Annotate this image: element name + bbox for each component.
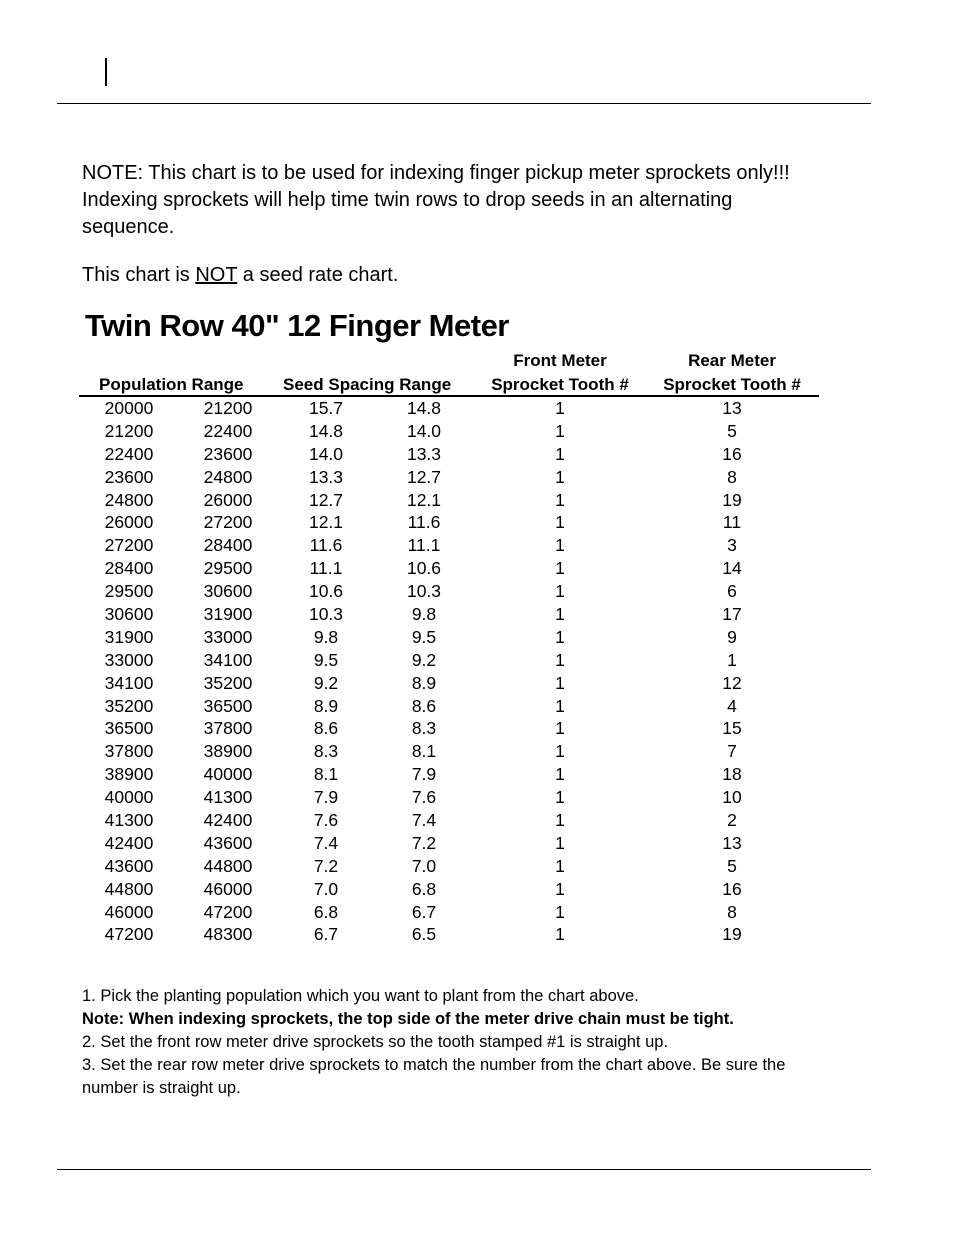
table-row	[0, 534, 954, 557]
header-rear-meter: Rear Meter	[688, 351, 776, 370]
cell-population-high: 38900	[203, 741, 253, 762]
cell-rear-tooth: 16	[722, 878, 742, 899]
chart-title: Twin Row 40" 12 Finger Meter	[85, 308, 509, 343]
cell-population-high: 34100	[203, 649, 253, 670]
cell-population-high: 40000	[203, 764, 253, 785]
cell-rear-tooth: 10	[722, 787, 742, 808]
cell-front-tooth: 1	[555, 741, 565, 762]
cell-rear-tooth: 14	[722, 558, 742, 579]
cell-population-high: 24800	[203, 466, 253, 487]
table-row	[0, 763, 954, 786]
cell-population-low: 44800	[104, 878, 154, 899]
cell-population-high: 44800	[203, 855, 253, 876]
table-row	[0, 557, 954, 580]
cell-spacing-high: 6.7	[313, 924, 339, 945]
header-rear-sprocket-tooth: Sprocket Tooth #	[663, 375, 801, 394]
cell-rear-tooth: 8	[727, 466, 737, 487]
cell-front-tooth: 1	[555, 420, 565, 441]
cell-spacing-high: 8.3	[313, 741, 339, 762]
cell-front-tooth: 1	[555, 604, 565, 625]
cell-spacing-high: 7.4	[313, 832, 339, 853]
cell-population-low: 43600	[104, 855, 154, 876]
cell-spacing-low: 7.0	[411, 855, 437, 876]
cell-spacing-high: 14.0	[308, 443, 344, 464]
cell-population-high: 22400	[203, 420, 253, 441]
cell-front-tooth: 1	[555, 901, 565, 922]
cell-front-tooth: 1	[555, 466, 565, 487]
header-population-range: Population Range	[99, 375, 244, 394]
table-row	[0, 786, 954, 809]
cell-spacing-high: 13.3	[308, 466, 344, 487]
instruction-step-3: 3. Set the rear row meter drive sprockets to match the number from the chart above. Be sure the number is straight up.	[82, 1056, 786, 1097]
cell-spacing-low: 7.9	[411, 764, 437, 785]
cell-population-low: 34100	[104, 672, 154, 693]
table-row	[0, 809, 954, 832]
cell-front-tooth: 1	[555, 581, 565, 602]
cell-spacing-high: 9.2	[313, 672, 339, 693]
cell-spacing-low: 14.8	[406, 398, 442, 418]
table-row	[0, 901, 954, 924]
cell-spacing-low: 8.3	[411, 718, 437, 739]
cell-spacing-low: 11.6	[407, 512, 441, 533]
cell-rear-tooth: 11	[722, 512, 742, 533]
cell-rear-tooth: 4	[727, 695, 737, 716]
cell-rear-tooth: 5	[727, 855, 737, 876]
cell-rear-tooth: 12	[722, 672, 742, 693]
cell-spacing-low: 11.1	[407, 535, 441, 556]
cell-rear-tooth: 19	[722, 924, 742, 945]
cell-population-low: 42400	[104, 832, 154, 853]
cell-population-low: 24800	[104, 489, 154, 510]
cell-population-low: 28400	[104, 558, 154, 579]
cell-population-low: 35200	[104, 695, 154, 716]
cell-front-tooth: 1	[555, 718, 565, 739]
header-front-sprocket-tooth: Sprocket Tooth #	[491, 375, 629, 394]
cell-spacing-high: 8.1	[313, 764, 339, 785]
cell-front-tooth: 1	[555, 764, 565, 785]
disclaimer-emphasis: NOT	[195, 264, 238, 286]
cell-population-low: 38900	[104, 764, 154, 785]
cell-spacing-low: 9.2	[411, 649, 437, 670]
cell-population-low: 41300	[104, 810, 154, 831]
table-row	[0, 397, 954, 420]
cell-spacing-low: 7.2	[411, 832, 437, 853]
instruction-step-2: 2. Set the front row meter drive sprockets so the tooth stamped #1 is straight up.	[82, 1033, 669, 1051]
cell-rear-tooth: 1	[727, 649, 737, 670]
table-row	[0, 580, 954, 603]
cell-spacing-low: 6.7	[411, 901, 437, 922]
cell-population-high: 41300	[203, 787, 253, 808]
cell-rear-tooth: 8	[727, 901, 737, 922]
cell-spacing-high: 9.5	[313, 649, 339, 670]
table-row	[0, 855, 954, 878]
cell-rear-tooth: 9	[727, 626, 737, 647]
cell-spacing-low: 13.3	[406, 443, 442, 464]
cell-population-high: 42400	[203, 810, 253, 831]
cell-population-high: 23600	[203, 443, 253, 464]
instruction-note: Note: When indexing sprockets, the top side of the meter drive chain must be tight.	[82, 1010, 734, 1028]
cell-front-tooth: 1	[555, 398, 565, 418]
indexing-note	[82, 160, 802, 241]
table-row	[0, 603, 954, 626]
sprocket-table-body	[0, 397, 954, 946]
cell-population-high: 29500	[203, 558, 253, 579]
cell-spacing-low: 12.1	[406, 489, 442, 510]
table-row	[0, 878, 954, 901]
cell-population-low: 36500	[104, 718, 154, 739]
cell-spacing-high: 12.1	[308, 512, 344, 533]
cell-population-high: 28400	[203, 535, 253, 556]
header-front-meter: Front Meter	[513, 351, 607, 370]
cell-population-high: 35200	[203, 672, 253, 693]
cell-front-tooth: 1	[555, 672, 565, 693]
cell-spacing-low: 10.6	[406, 558, 442, 579]
cell-population-low: 46000	[104, 901, 154, 922]
cell-spacing-low: 10.3	[406, 581, 442, 602]
cell-population-low: 23600	[104, 466, 154, 487]
cell-population-high: 43600	[203, 832, 253, 853]
cell-spacing-high: 12.7	[308, 489, 344, 510]
disclaimer-suffix: a seed rate chart.	[237, 264, 399, 286]
cell-population-low: 21200	[104, 420, 154, 441]
cell-rear-tooth: 5	[727, 420, 737, 441]
cell-population-low: 33000	[104, 649, 154, 670]
cell-spacing-low: 8.1	[411, 741, 437, 762]
cell-spacing-high: 8.6	[313, 718, 339, 739]
cell-spacing-low: 12.7	[406, 466, 442, 487]
cell-front-tooth: 1	[555, 787, 565, 808]
cell-front-tooth: 1	[555, 535, 565, 556]
table-row	[0, 923, 954, 946]
cell-spacing-low: 6.5	[411, 924, 437, 945]
cell-front-tooth: 1	[555, 512, 565, 533]
cell-population-low: 22400	[104, 443, 154, 464]
cell-front-tooth: 1	[555, 878, 565, 899]
cell-spacing-high: 11.1	[309, 558, 343, 579]
cell-population-low: 31900	[104, 626, 154, 647]
cell-front-tooth: 1	[555, 924, 565, 945]
cell-population-high: 47200	[203, 901, 253, 922]
cell-population-low: 40000	[104, 787, 154, 808]
cell-population-low: 47200	[104, 924, 154, 945]
cell-spacing-low: 7.6	[411, 787, 437, 808]
cell-spacing-low: 8.9	[411, 672, 437, 693]
cell-population-low: 27200	[104, 535, 154, 556]
cell-rear-tooth: 15	[722, 718, 742, 739]
footer-rule	[57, 1169, 871, 1170]
cell-front-tooth: 1	[555, 489, 565, 510]
cell-population-high: 36500	[203, 695, 253, 716]
cell-rear-tooth: 13	[722, 398, 742, 418]
cell-rear-tooth: 6	[727, 581, 737, 602]
table-row	[0, 466, 954, 489]
cell-spacing-high: 7.2	[313, 855, 339, 876]
cell-spacing-high: 7.6	[313, 810, 339, 831]
cell-spacing-high: 6.8	[313, 901, 339, 922]
cell-population-high: 48300	[203, 924, 253, 945]
cell-front-tooth: 1	[555, 558, 565, 579]
cell-rear-tooth: 2	[727, 810, 737, 831]
cell-spacing-low: 9.8	[411, 604, 437, 625]
cell-spacing-high: 7.9	[313, 787, 339, 808]
cell-population-high: 27200	[203, 512, 253, 533]
table-row	[0, 626, 954, 649]
cell-population-low: 37800	[104, 741, 154, 762]
cell-front-tooth: 1	[555, 695, 565, 716]
cell-rear-tooth: 13	[722, 832, 742, 853]
instructions	[82, 985, 842, 1100]
cell-rear-tooth: 17	[722, 604, 742, 625]
table-row	[0, 717, 954, 740]
cell-spacing-low: 14.0	[406, 420, 442, 441]
cell-rear-tooth: 19	[722, 489, 742, 510]
table-row	[0, 832, 954, 855]
table-row	[0, 420, 954, 443]
cell-spacing-high: 14.8	[308, 420, 344, 441]
instruction-step-1: 1. Pick the planting population which you want to plant from the chart above.	[82, 987, 639, 1005]
table-row	[0, 695, 954, 718]
cell-spacing-high: 10.3	[308, 604, 344, 625]
cell-population-high: 26000	[203, 489, 253, 510]
cell-population-low: 30600	[104, 604, 154, 625]
header-seed-spacing-range: Seed Spacing Range	[283, 375, 452, 394]
cell-front-tooth: 1	[555, 810, 565, 831]
table-row	[0, 443, 954, 466]
cell-rear-tooth: 7	[727, 741, 737, 762]
cell-spacing-high: 10.6	[308, 581, 344, 602]
table-row	[0, 649, 954, 672]
cell-rear-tooth: 16	[722, 443, 742, 464]
cell-spacing-high: 9.8	[313, 626, 339, 647]
cell-front-tooth: 1	[555, 855, 565, 876]
cell-front-tooth: 1	[555, 832, 565, 853]
cell-spacing-low: 6.8	[411, 878, 437, 899]
seed-rate-disclaimer	[82, 262, 398, 289]
cell-spacing-high: 7.0	[313, 878, 339, 899]
table-row	[0, 672, 954, 695]
cell-spacing-low: 9.5	[411, 626, 437, 647]
cell-population-high: 33000	[203, 626, 253, 647]
table-row	[0, 740, 954, 763]
cell-population-low: 20000	[104, 398, 154, 418]
cell-front-tooth: 1	[555, 649, 565, 670]
table-row	[0, 489, 954, 512]
cell-spacing-low: 8.6	[411, 695, 437, 716]
cell-population-low: 26000	[104, 512, 154, 533]
header-tick-mark	[105, 58, 107, 86]
cell-population-high: 21200	[203, 398, 253, 418]
cell-rear-tooth: 3	[727, 535, 737, 556]
cell-population-high: 31900	[203, 604, 253, 625]
disclaimer-prefix: This chart is	[82, 264, 196, 286]
cell-spacing-high: 15.7	[308, 398, 344, 418]
cell-population-high: 30600	[203, 581, 253, 602]
note-paragraph: NOTE: This chart is to be used for indexing finger pickup meter sprockets only!!! Indexing sprockets will help time twin rows to drop seeds in an alternating sequence.	[82, 162, 790, 238]
cell-spacing-high: 8.9	[313, 695, 339, 716]
cell-population-high: 37800	[203, 718, 253, 739]
cell-population-high: 46000	[203, 878, 253, 899]
header-rule	[57, 103, 871, 104]
cell-spacing-low: 7.4	[411, 810, 437, 831]
cell-front-tooth: 1	[555, 626, 565, 647]
cell-spacing-high: 11.6	[309, 535, 343, 556]
cell-front-tooth: 1	[555, 443, 565, 464]
cell-population-low: 29500	[104, 581, 154, 602]
table-row	[0, 511, 954, 534]
cell-rear-tooth: 18	[722, 764, 742, 785]
